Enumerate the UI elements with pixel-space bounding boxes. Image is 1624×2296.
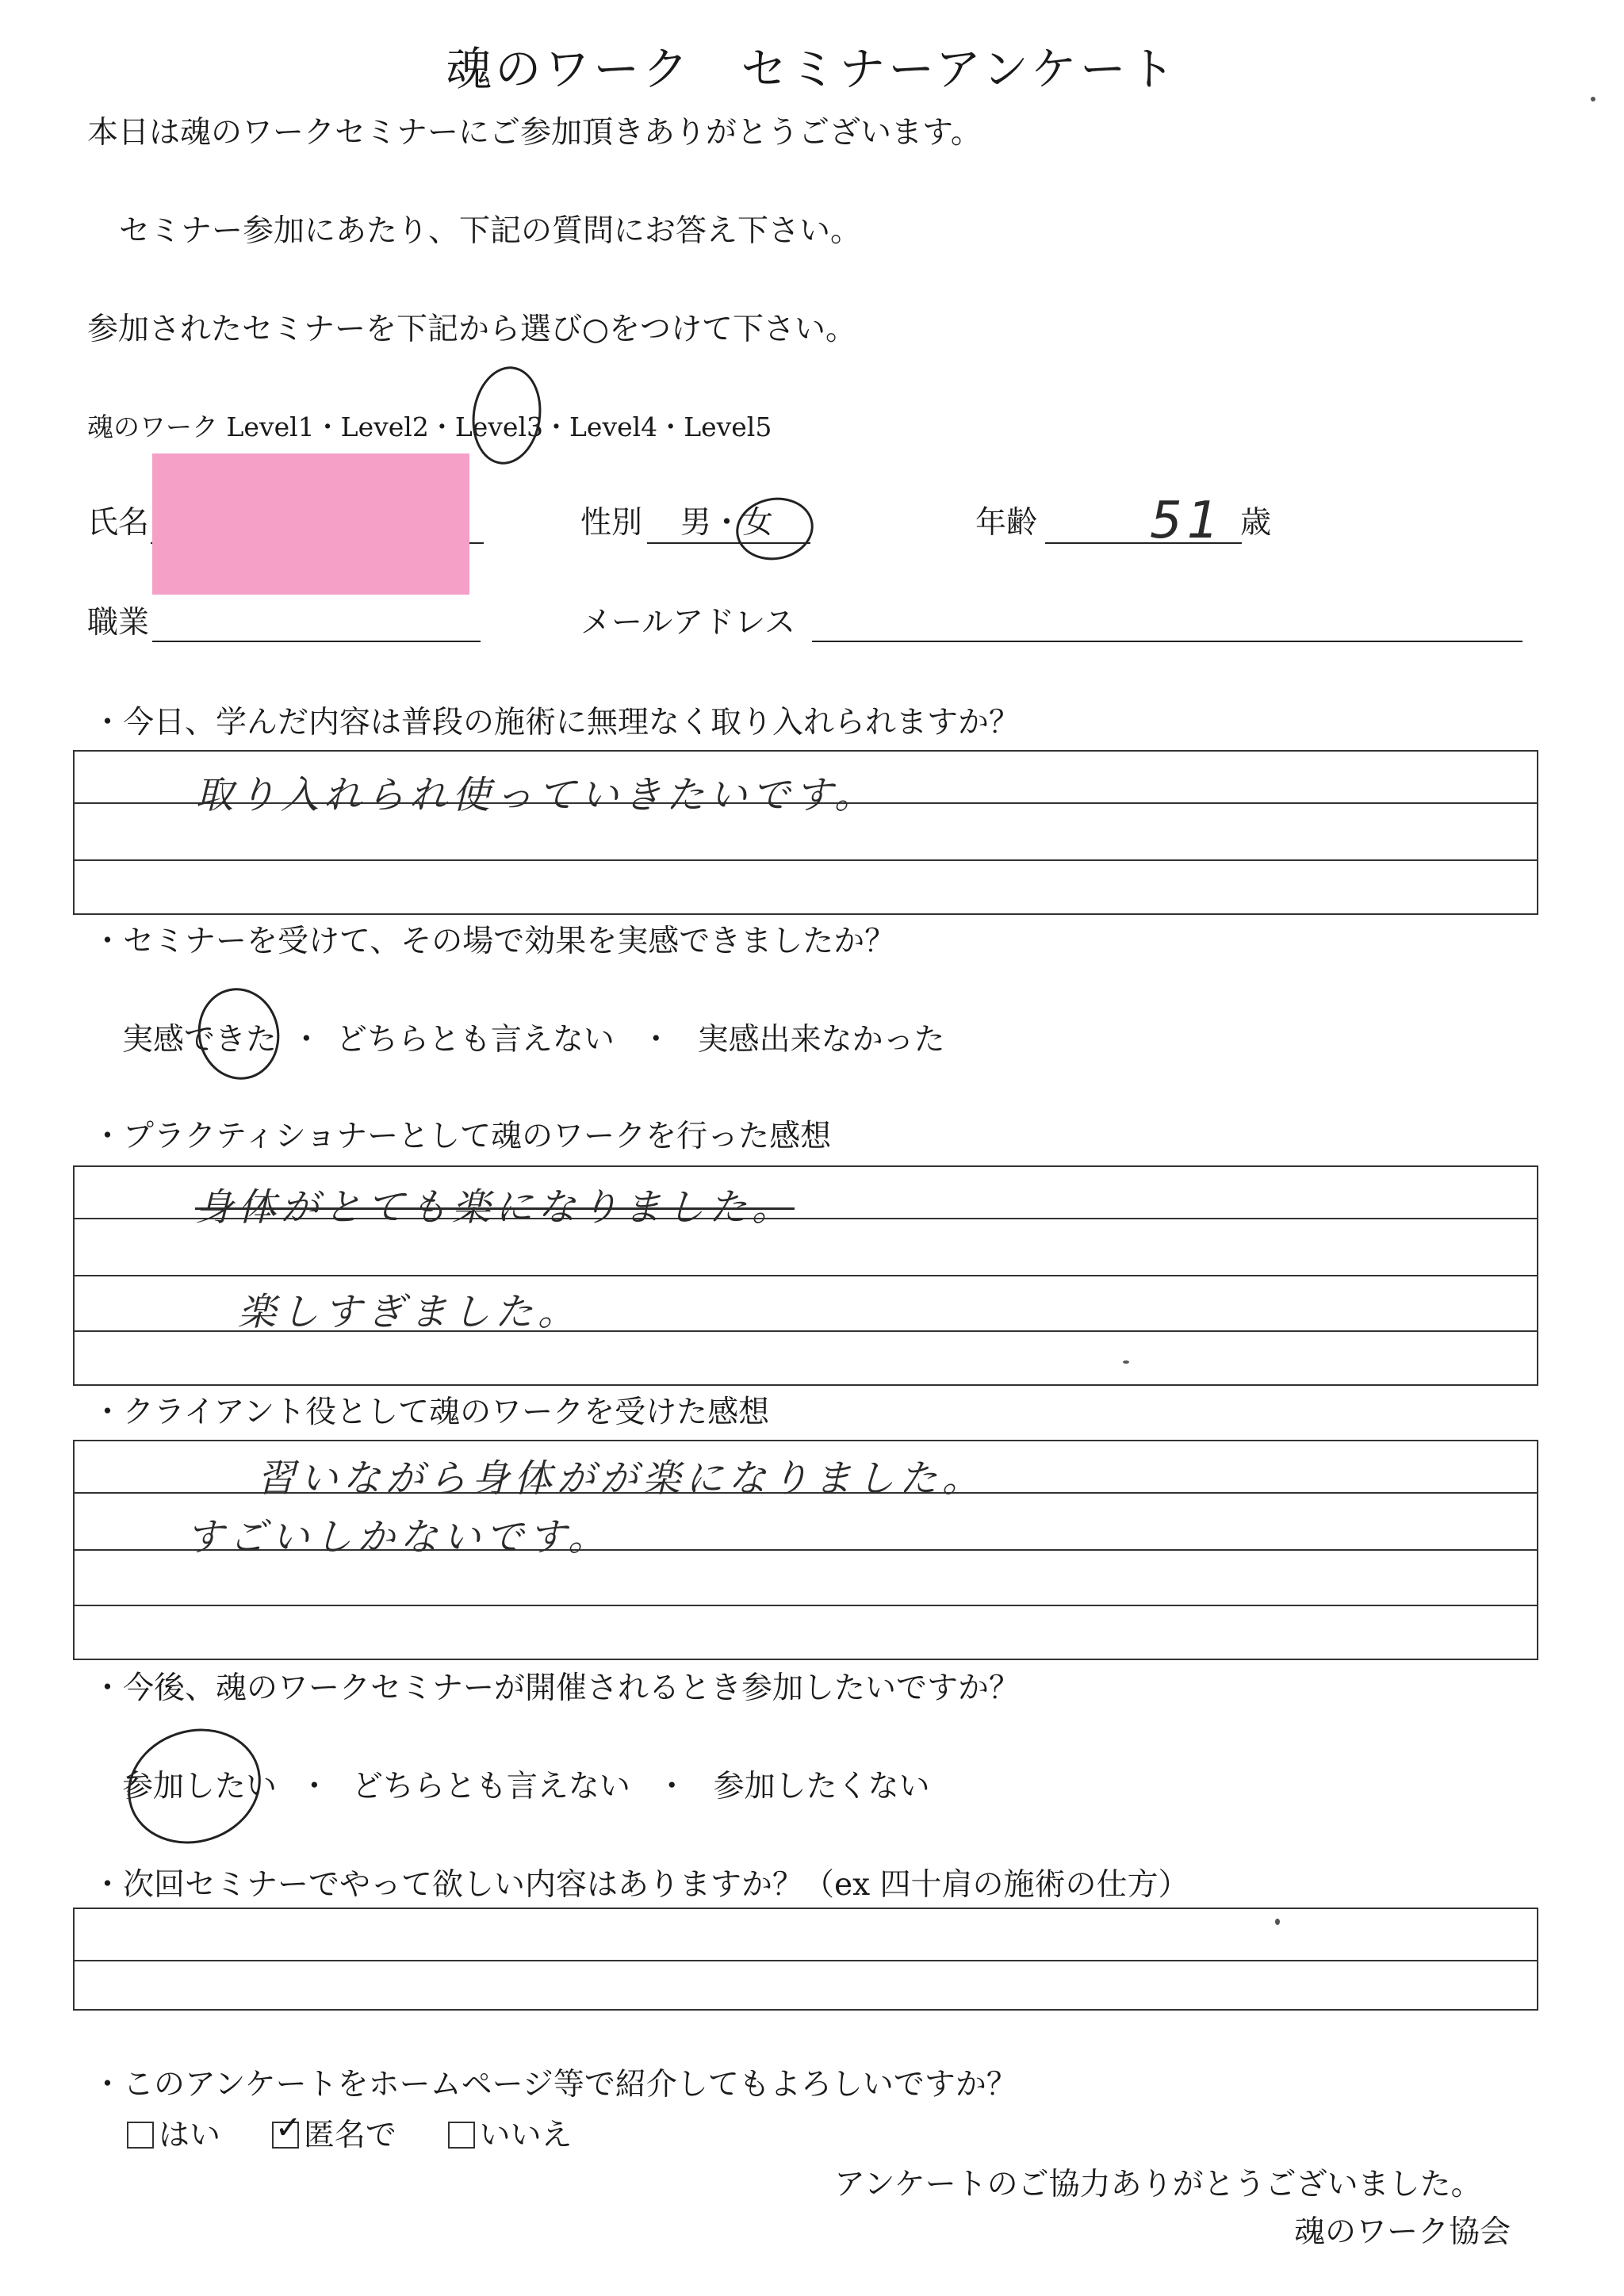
level-option-4[interactable]: Level4	[569, 411, 658, 442]
thanks-text: アンケートのご協力ありがとうございました。	[834, 2167, 1482, 2202]
q7-question: ・このアンケートをホームページ等で紹介してもよろしいですか？	[92, 2067, 1017, 2103]
q5-question: ・今後、魂のワークセミナーが開催されるとき参加したいですか？	[92, 1670, 1021, 1706]
q4-answer-box[interactable]	[73, 1440, 1538, 1660]
job-field[interactable]	[152, 641, 481, 642]
gender-female-circle-mark	[731, 492, 818, 566]
intro-text-2: セミナー参加にあたり、下記の質問にお答え下さい。	[119, 213, 862, 249]
level-option-5[interactable]: Level5	[684, 411, 772, 442]
redaction-sticky-note	[152, 453, 469, 595]
q3-question: ・プラクティショナーとして魂のワークを行った感想	[92, 1119, 832, 1154]
q1-question: ・今日、学んだ内容は普段の施術に無理なく取り入れられますか？	[92, 705, 1021, 740]
q7-checkbox-yes[interactable]	[127, 2122, 154, 2149]
q2-felt-circle-mark	[190, 981, 288, 1088]
q3-answer-struck: 身体がとても楽になりました。	[195, 1185, 795, 1230]
q1-answer-box[interactable]	[73, 750, 1538, 915]
q4-answer-1: 習いながら身体がが楽になりました。	[257, 1456, 986, 1501]
organization-name: 魂のワーク協会	[1294, 2214, 1511, 2250]
q5-option-neutral[interactable]: どちらとも言えない	[351, 1769, 630, 1804]
q7-option-anonymous: 匿名で	[303, 2118, 396, 2153]
gender-option-male[interactable]: 男	[680, 505, 712, 541]
name-label: 氏名	[87, 505, 150, 541]
q2-question: ・セミナーを受けて、その場で効果を実感できましたか？	[92, 924, 896, 959]
q6-question: ・次回セミナーでやって欲しい内容はありますか？（ex 四十肩の施術の仕方）	[92, 1867, 1189, 1903]
q7-checkbox-anonymous[interactable]	[272, 2110, 302, 2149]
q3-answer: 楽しすぎました。	[238, 1290, 581, 1334]
level-option-1[interactable]: Level1	[226, 411, 315, 442]
q3-answer-box[interactable]	[73, 1165, 1538, 1386]
checkmark-icon: ✓	[274, 2110, 302, 2146]
q5-option-no[interactable]: 参加したくない	[713, 1769, 930, 1804]
intro-text-3: 参加されたセミナーを下記から選び○をつけて下さい。	[87, 312, 857, 347]
q5-options[interactable]: 参加したい ・ どちらとも言えない ・ 参加したくない	[122, 1769, 930, 1804]
page-title: 魂のワーク セミナーアンケート	[446, 42, 1178, 96]
age-value: 51	[1150, 492, 1224, 550]
q7-option-no: いいえ	[479, 2118, 573, 2153]
q5-yes-circle-mark	[113, 1712, 276, 1861]
level-selection[interactable]: 魂のワーク Level1・Level2・Level3・Level4・Level5	[87, 411, 772, 442]
q6-answer-box[interactable]	[73, 1908, 1538, 2011]
q4-answer-2: すごいしかないです。	[186, 1515, 611, 1559]
job-label: 職業	[87, 605, 150, 641]
email-label: メールアドレス	[580, 605, 796, 641]
q7-option-yes: はい	[159, 2118, 221, 2153]
q1-answer: 取り入れられ使っていきたいです。	[195, 773, 878, 817]
q2-option-felt[interactable]: 実感できた	[122, 1022, 278, 1058]
scan-speck	[1275, 1919, 1280, 1925]
gender-option-female[interactable]: 女	[742, 505, 774, 541]
q2-option-not-felt[interactable]: 実感出来なかった	[697, 1022, 945, 1058]
q2-option-neutral[interactable]: どちらとも言えない	[335, 1022, 615, 1058]
q7-checkbox-no[interactable]	[448, 2122, 475, 2149]
q5-option-yes[interactable]: 参加したい	[122, 1769, 278, 1804]
intro-text-1: 本日は魂のワークセミナーにご参加頂きありがとうございます。	[87, 115, 982, 151]
level-option-3[interactable]: Level3	[454, 411, 544, 442]
gender-options[interactable]: 男・女	[680, 505, 774, 541]
email-field[interactable]	[812, 641, 1522, 642]
gender-label: 性別	[580, 505, 643, 541]
q2-options[interactable]: 実感できた ・ どちらとも言えない ・ 実感出来なかった	[122, 1022, 945, 1058]
level-prefix: 魂のワーク	[87, 411, 218, 442]
level-3-circle-mark	[466, 362, 547, 469]
q4-question: ・クライアント役として魂のワークを受けた感想	[92, 1395, 770, 1430]
scan-speck	[1591, 97, 1595, 101]
age-label: 年齢	[975, 505, 1038, 541]
level-option-2[interactable]: Level2	[340, 411, 429, 442]
scan-speck	[1123, 1360, 1129, 1364]
age-unit: 歳	[1240, 505, 1272, 541]
q7-options[interactable]	[127, 2110, 573, 2153]
